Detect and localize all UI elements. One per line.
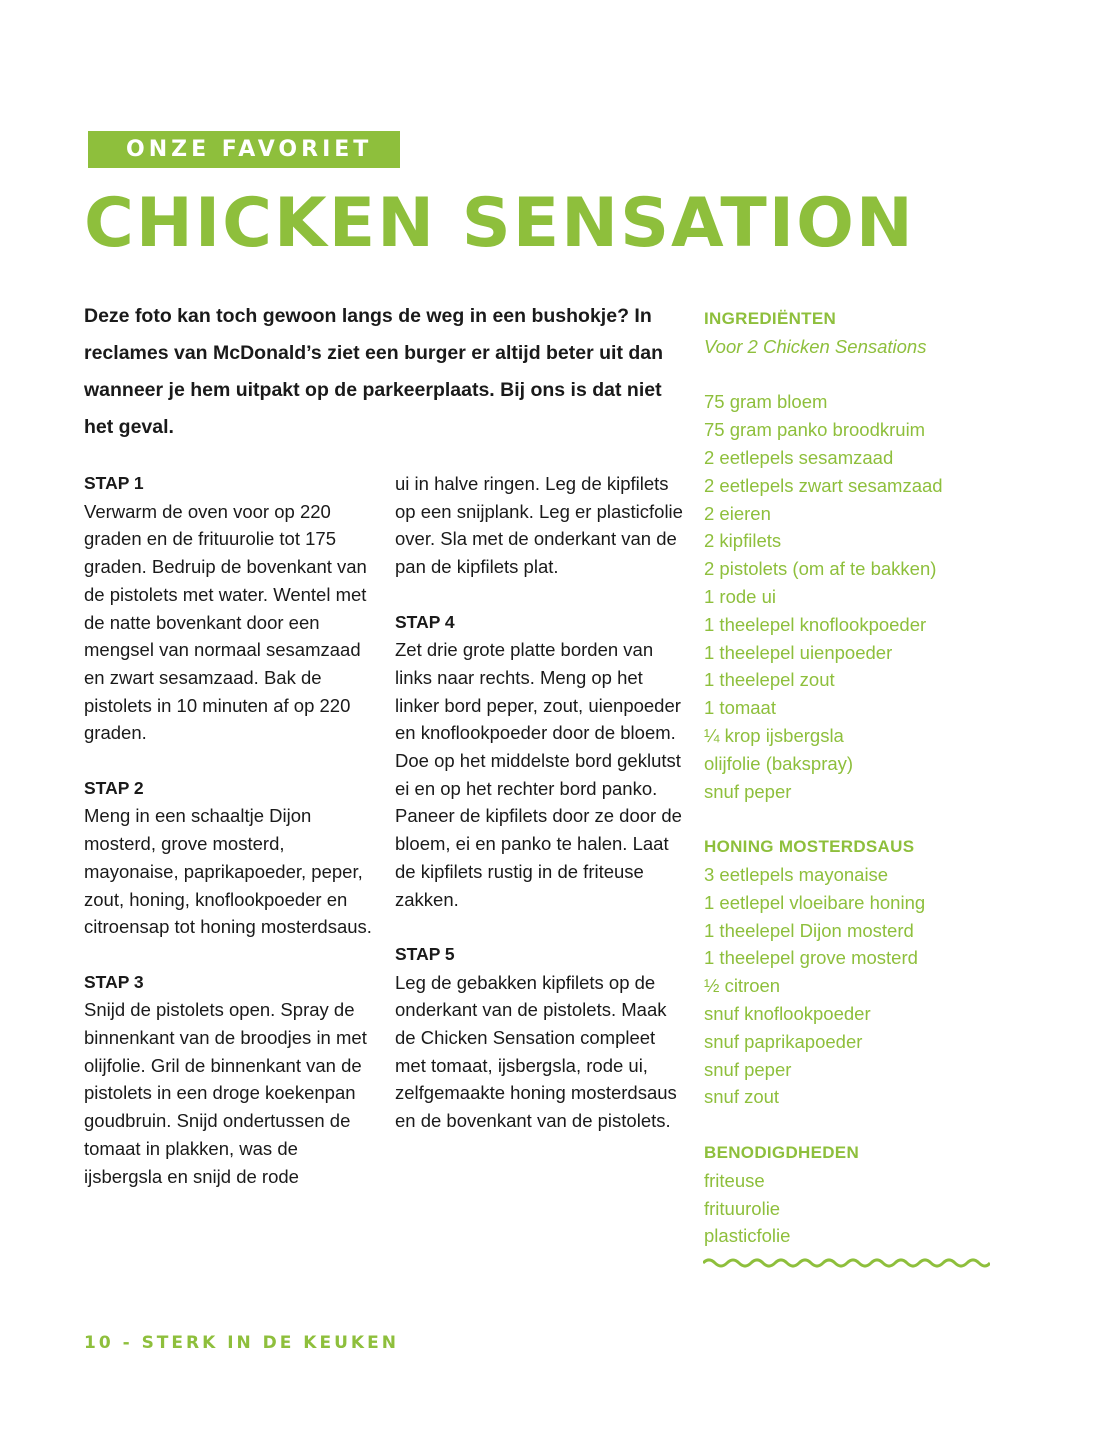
- equipment-list: [704, 1167, 1004, 1250]
- list-item: 1 theelepel zout: [704, 669, 835, 691]
- page-footer: [84, 1333, 399, 1353]
- wave-divider-icon: [703, 1256, 990, 1270]
- list-item: 75 gram panko broodkruim: [704, 419, 926, 441]
- step-5-title: STAP 5: [395, 943, 455, 964]
- sauce-list: [704, 861, 1004, 1111]
- list-item: 1 tomaat: [704, 697, 776, 719]
- list-item: ½ citroen: [704, 975, 781, 997]
- page-number: 10 -: [84, 1333, 133, 1353]
- sauce-heading: HONING MOSTERDSAUS: [704, 837, 915, 857]
- list-item: ¼ krop ijsbergsla: [704, 724, 844, 746]
- list-item: 3 eetlepels mayonaise: [704, 863, 889, 885]
- list-item: snuf peper: [704, 1058, 792, 1080]
- step-3-continued-text: ui in halve ringen. Leg de kipfilets op een snijplank. Leg er plasticfolie over. Sla met de onderkant van de pan de kipfilets plat.: [395, 473, 683, 578]
- list-item: snuf peper: [704, 780, 792, 802]
- step-4-text: Zet drie grote platte borden van links naar rechts. Meng op het linker bord peper, zout, uienpoeder en knoflookpoeder door de bloem. Doe op het middelste bord geklutst ei en op het rechter bord panko. Paneer de kipfilets door ze door de bloem, ei en panko te halen. Laat de kipfilets rustig in de friteuse zakken.: [395, 639, 682, 910]
- ingredients-heading: INGREDIËNTEN: [704, 309, 837, 328]
- list-item: 2 eieren: [704, 502, 771, 524]
- list-item: 1 theelepel grove mosterd: [704, 947, 918, 969]
- steps-column-1: [84, 470, 374, 1218]
- step-3-text: Snijd de pistolets open. Spray de binnenkant van de broodjes in met olijfolie. Gril de binnenkant van de pistolets in een droge koekenpan goudbruin. Snijd ondertussen de tomaat in plakken, was de ijsbergsla en snijd de rode: [84, 999, 367, 1187]
- list-item: plasticfolie: [704, 1225, 791, 1247]
- list-item: 1 theelepel knoflookpoeder: [704, 613, 927, 635]
- step-4-title: STAP 4: [395, 611, 455, 632]
- step-1-title: STAP 1: [84, 473, 144, 493]
- equipment-heading: BENODIGDHEDEN: [704, 1142, 860, 1162]
- footer-section-title: STERK IN DE KEUKEN: [141, 1333, 399, 1353]
- list-item: snuf zout: [704, 1086, 780, 1108]
- ingredients-sidebar: [704, 305, 1004, 1250]
- list-item: 1 theelepel uienpoeder: [704, 641, 893, 663]
- list-item: 2 eetlepels zwart sesamzaad: [704, 474, 943, 496]
- step-2-title: STAP 2: [84, 777, 144, 798]
- steps-column-2: [395, 470, 685, 1163]
- list-item: snuf paprikapoeder: [704, 1030, 863, 1052]
- section-tag: ONZE FAVORIET: [88, 131, 400, 168]
- list-item: olijfolie (bakspray): [704, 752, 854, 774]
- ingredients-subheading: Voor 2 Chicken Sensations: [704, 335, 927, 357]
- list-item: snuf knoflookpoeder: [704, 1002, 871, 1024]
- list-item: 1 eetlepel vloeibare honing: [704, 891, 926, 913]
- step-2-text: Meng in een schaaltje Dijon mosterd, grove mosterd, mayonaise, paprikapoeder, peper, zout, honing, knoflookpoeder en citroensap tot honing mosterdsaus.: [84, 805, 372, 938]
- list-item: friteuse: [704, 1169, 765, 1191]
- page-title: CHICKEN SENSATION: [84, 184, 915, 263]
- ingredients-list: [704, 388, 1004, 805]
- step-5-text: Leg de gebakken kipfilets op de onderkant van de pistolets. Maak de Chicken Sensation compleet met tomaat, ijsbergsla, rode ui, zelfgemaakte honing mosterdsaus en de bovenkant van de pistolets.: [395, 971, 677, 1132]
- list-item: 2 pistolets (om af te bakken): [704, 558, 937, 580]
- step-3-title: STAP 3: [84, 971, 144, 992]
- list-item: frituurolie: [704, 1197, 781, 1219]
- list-item: 2 kipfilets: [704, 530, 782, 552]
- intro-paragraph: Deze foto kan toch gewoon langs de weg in een bushokje? In reclames van McDonald’s ziet een burger er altijd beter uit dan wanneer je hem uitpakt op de parkeerplaats. Bij ons is dat niet het geval.: [84, 305, 664, 438]
- step-1-text: Verwarm de oven voor op 220 graden en de frituurolie tot 175 graden. Bedruip de bovenkant van de pistolets met water. Wentel met de natte bovenkant door een mengsel van normaal sesamzaad en zwart sesamzaad. Bak de pistolets in 10 minuten af op 220 graden.: [84, 500, 367, 744]
- list-item: 1 rode ui: [704, 585, 776, 607]
- list-item: 2 eetlepels sesamzaad: [704, 446, 894, 468]
- list-item: 1 theelepel Dijon mosterd: [704, 919, 914, 941]
- list-item: 75 gram bloem: [704, 391, 828, 413]
